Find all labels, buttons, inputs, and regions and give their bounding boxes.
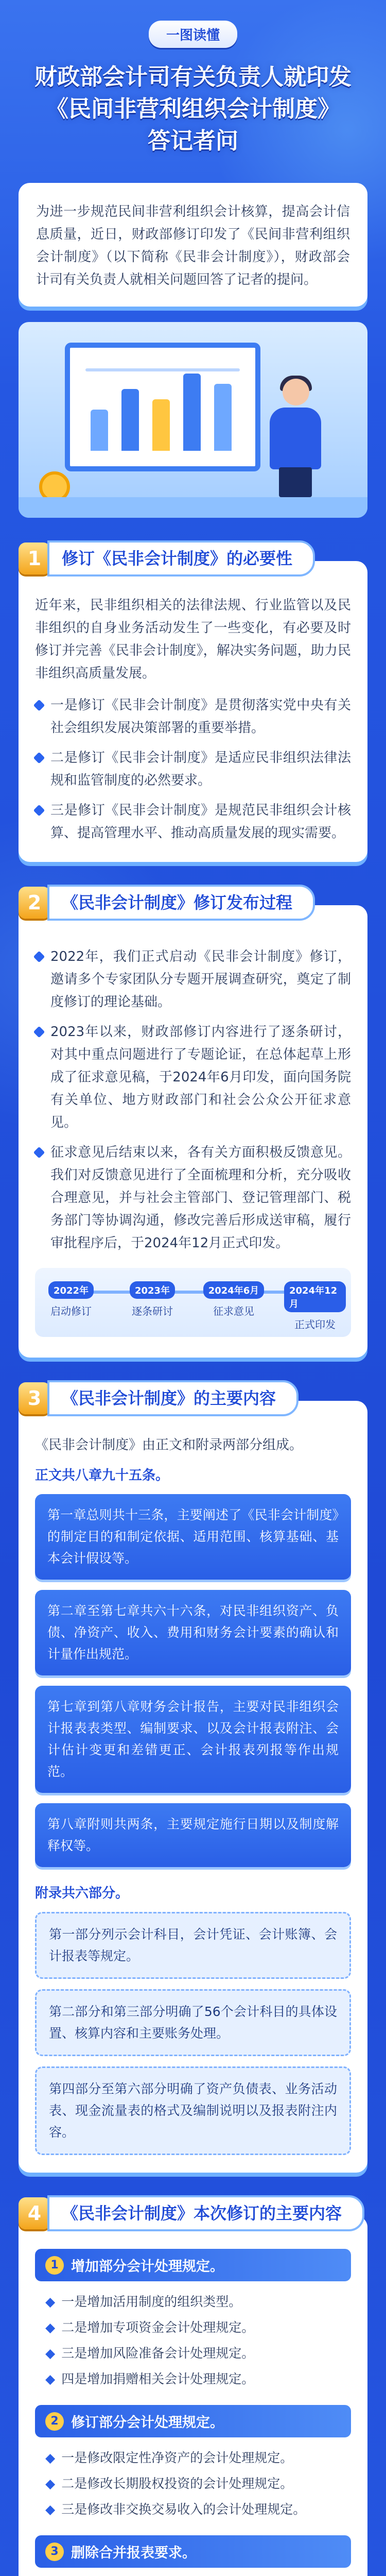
section-title: 修订《民非会计制度》的必要性 — [47, 540, 315, 577]
diamond-bullet-icon — [33, 1026, 45, 1038]
section-paragraph: 《民非会计制度》由正文和附录两部分组成。 — [35, 1437, 303, 1453]
chapter-card-list — [35, 1494, 351, 1867]
section-main-content — [19, 1380, 367, 2173]
hero-illustration — [19, 322, 367, 518]
timeline-step — [121, 1281, 183, 1332]
timeline-label: 启动修订 — [50, 1305, 92, 1317]
title-line-2: 《民间非营利组织会计制度》 — [46, 96, 340, 122]
section-body — [19, 1401, 367, 2173]
timeline-step — [40, 1281, 102, 1332]
bullet-item: 三是修订《民非会计制度》是规范民非组织会计核算、提高管理水平、推动高质量发展的现实需要。 — [35, 799, 351, 844]
chart-board-illustration — [65, 343, 260, 471]
revision-number: 3 — [45, 2543, 64, 2561]
section-paragraph: 近年来，民非组织相关的法律法规、行业监管以及民非组织的自身业务活动发生了一些变化，有必要及时修订并完善《民非会计制度》，解决实务问题，助力民非组织高质量发展。 — [35, 598, 351, 681]
section-revision — [19, 2195, 367, 2576]
revision-number: 1 — [45, 2256, 64, 2275]
header-tag: 一图读懂 — [149, 21, 237, 48]
appendix-card: 第一部分列示会计科目，会计凭证、会计账簿、会计报表等规定。 — [35, 1912, 351, 1979]
revision-number: 2 — [45, 2412, 64, 2431]
diamond-bullet-icon — [33, 1147, 45, 1159]
section-necessity — [19, 540, 367, 862]
bullet-item: 二是修订《民非会计制度》是适应民非组织法律法规和监管制度的必然要求。 — [35, 747, 351, 792]
bullet-item: 一是修订《民非会计制度》是贯彻落实党中央有关社会组织发展决策部署的重要举措。 — [35, 694, 351, 739]
diamond-bullet-icon — [33, 752, 45, 764]
section-body — [19, 2216, 367, 2576]
bullet-item: 征求意见后结束以来，各有关方面积极反馈意见。我们对反馈意见进行了全面梳理和分析，充分吸收合理意见，并与社会主管部门、登记管理部门、税务部门等协调沟通，修改完善后形成送审稿，履行审批程序后，于2024年12月正式印发。 — [35, 1141, 351, 1255]
timeline-label: 逐条研讨 — [132, 1305, 173, 1317]
diamond-bullet-icon — [33, 805, 45, 817]
section-header — [19, 1380, 367, 1416]
appendix-card: 第二部分和第三部分明确了56个会计科目的具体设置、核算内容和主要账务处理。 — [35, 1989, 351, 2056]
section-body — [19, 561, 367, 862]
revision-block-title: 2 修订部分会计处理规定。 — [35, 2405, 351, 2437]
person-illustration — [265, 379, 326, 497]
section-body — [19, 905, 367, 1358]
section-number-badge: 4 — [19, 2197, 50, 2229]
timeline-step — [203, 1281, 265, 1332]
bullet-item: 2023年以来，财政部修订内容进行了逐条研讨，对其中重点问题进行了专题论证，在总体起草上形成了征求意见稿，于2024年6月印发，面向国务院有关单位、地方财政部门和社会公众公开征求意见。 — [35, 1021, 351, 1134]
revision-block — [35, 2249, 351, 2392]
appendix-card: 第四部分至第六部分明确了资产负债表、业务活动表、现金流量表的格式及编制说明以及报表附注内容。 — [35, 2066, 351, 2155]
section-number-badge: 1 — [19, 543, 50, 574]
revision-item: ◆ 一是修改限定性净资产的会计处理规定。 — [45, 2450, 293, 2465]
section-process — [19, 885, 367, 1358]
title-line-1: 财政部会计司有关负责人就印发 — [34, 64, 352, 90]
timeline-date: 2022年 — [48, 1281, 94, 1299]
timeline-label: 正式印发 — [294, 1318, 336, 1331]
section-header — [19, 2195, 367, 2231]
section-header — [19, 540, 367, 577]
chapter-card: 第七章到第八章财务会计报告，主要对民非组织会计报表表类型、编制要求、以及会计报表附注、会计估计变更和差错更正、会计报表列报等作出规范。 — [35, 1686, 351, 1793]
section-title: 《民非会计制度》的主要内容 — [47, 1380, 299, 1416]
chapter-card: 第一章总则共十三条，主要阐述了《民非会计制度》的制定目的和制定依据、适用范围、核算基础、基本会计假设等。 — [35, 1494, 351, 1580]
bullet-item: 2022年，我们正式启动《民非会计制度》修订，邀请多个专家团队分专题开展调查研究，奠定了制度修订的理论基础。 — [35, 945, 351, 1013]
revision-item: ◆ 二是增加专项资金会计处理规定。 — [45, 2320, 255, 2335]
timeline-date: 2024年6月 — [203, 1281, 265, 1299]
timeline-label: 征求意见 — [213, 1305, 254, 1317]
section-title: 《民非会计制度》本次修订的主要内容 — [47, 2195, 364, 2231]
revision-item: ◆ 三是增加风险准备会计处理规定。 — [45, 2346, 255, 2361]
timeline-step — [284, 1281, 346, 1332]
revision-block — [35, 2535, 351, 2576]
hero — [0, 0, 386, 162]
revision-block-title: 1 增加部分会计处理规定。 — [35, 2249, 351, 2281]
diamond-bullet-icon — [33, 700, 45, 711]
revision-block-title: 3 删除合并报表要求。 — [35, 2535, 351, 2568]
revision-item: ◆ 三是修改非交换交易收入的会计处理规定。 — [45, 2502, 306, 2517]
intro-text: 为进一步规范民间非营利组织会计核算，提高会计信息质量，近日，财政部修订印发了《民间非营利组织会计制度》（以下简称《民非会计制度》），财政部会计司有关负责人就相关问题回答了记者的提问。 — [36, 204, 350, 287]
section-number-badge: 3 — [19, 1382, 50, 1414]
intro-card — [19, 183, 367, 307]
revision-item: ◆ 四是增加捐赠相关会计处理规定。 — [45, 2371, 255, 2386]
bullet-list — [35, 945, 351, 1255]
main-text-heading: 正文共八章九十五条。 — [35, 1468, 169, 1483]
section-header — [19, 885, 367, 921]
revision-block — [35, 2405, 351, 2522]
timeline-date: 2024年12月 — [284, 1281, 346, 1312]
timeline-date: 2023年 — [130, 1281, 175, 1299]
revision-item: ◆ 一是增加活用制度的组织类型。 — [45, 2294, 242, 2309]
diamond-bullet-icon — [33, 951, 45, 963]
section-title: 《民非会计制度》修订发布过程 — [47, 885, 315, 921]
title-line-3: 答记者问 — [148, 128, 238, 154]
bullet-list — [35, 694, 351, 844]
appendix-heading: 附录共六部分。 — [35, 1886, 129, 1901]
chapter-card: 第八章附则共两条，主要规定施行日期以及制度解释权等。 — [35, 1803, 351, 1867]
revision-item: ◆ 二是修改长期股权投资的会计处理规定。 — [45, 2476, 293, 2491]
process-timeline — [35, 1268, 351, 1337]
page-title — [0, 61, 386, 157]
section-number-badge: 2 — [19, 887, 50, 919]
chapter-card: 第二章至第七章共六十六条，对民非组织资产、负债、净资产、收入、费用和财务会计要素的确认和计量作出规范。 — [35, 1590, 351, 1675]
revision-note — [35, 2568, 351, 2576]
